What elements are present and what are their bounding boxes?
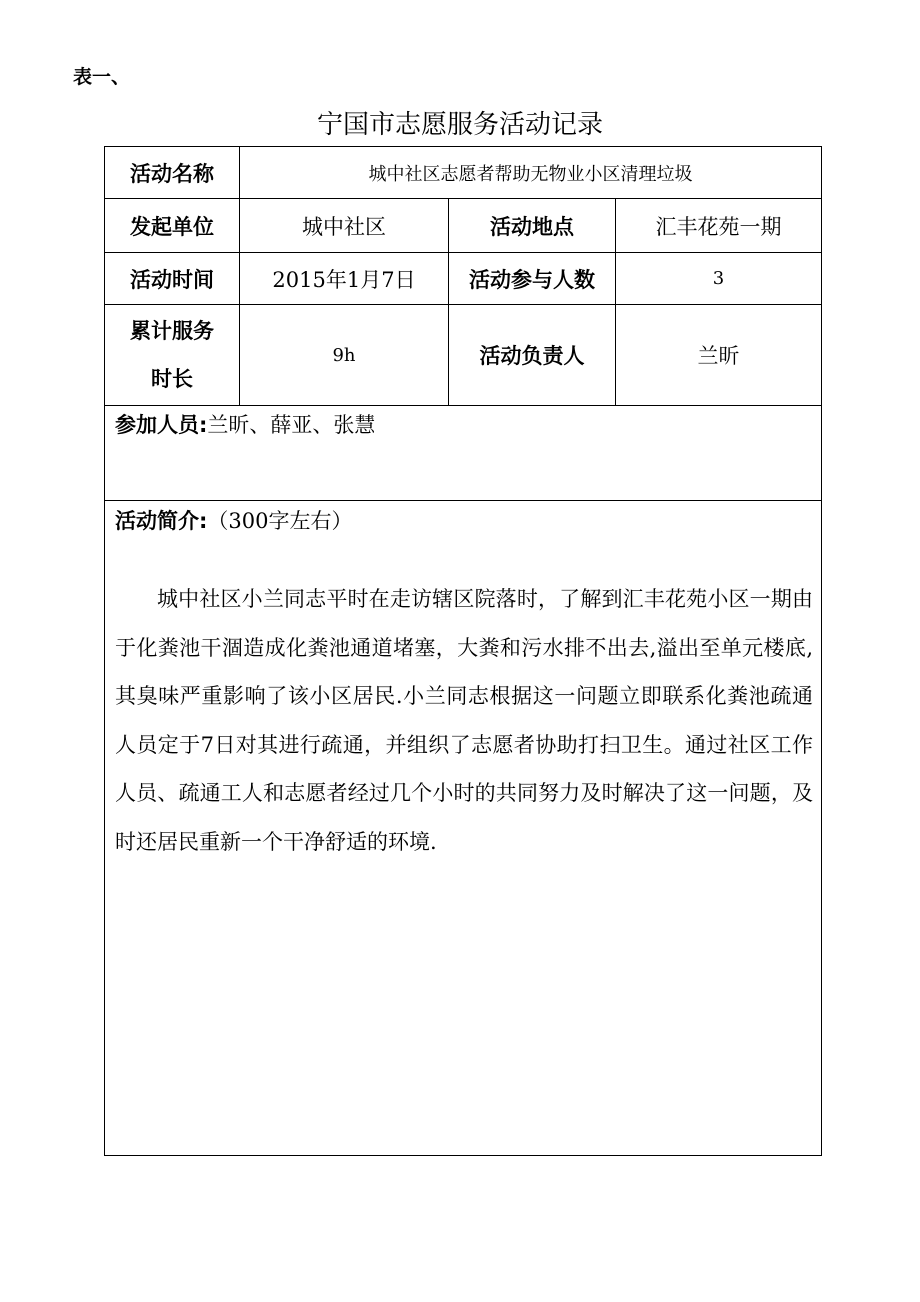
service-hours-label-line1: 累计服务 [130, 319, 214, 343]
service-hours-label [105, 305, 239, 405]
leader-value: 兰昕 [697, 344, 740, 368]
location-label: 活动地点 [490, 214, 574, 239]
time-label: 活动时间 [130, 267, 214, 292]
intro-label: 活动简介: [115, 509, 208, 533]
row-divider [105, 500, 821, 501]
activity-name-value: 城中社区志愿者帮助无物业小区清理垃圾 [368, 163, 693, 185]
row-divider [105, 405, 821, 406]
table-label: 表一、 [73, 66, 131, 88]
page-title: 宁国市志愿服务活动记录 [316, 110, 603, 140]
time-value: 2015年1月7日 [272, 267, 416, 292]
intro-hint: （300字左右） [207, 509, 353, 533]
organizer-value: 城中社区 [302, 214, 386, 239]
participant-count-value: 3 [712, 268, 725, 289]
activity-record-form [104, 146, 822, 1156]
intro-text: 城中社区小兰同志平时在走访辖区院落时，了解到汇丰花苑小区一期由于化粪池干涸造成化粪池通道堵塞，大粪和污水排不出去,溢出至单元楼底,其臭味严重影响了该小区居民.小兰同志根据这一问题立即联系化粪池疏通人员定于7日对其进行疏通，并组织了志愿者协助打扫卫生。通过社区工作人员、疏通工人和志愿者经过几个小时的共同努力及时解决了这一问题，及时还居民重新一个干净舒适的环境. [115, 587, 813, 854]
service-hours-value: 9h [332, 344, 356, 366]
intro-heading [115, 505, 353, 535]
location-value: 汇丰花苑一期 [655, 214, 782, 239]
service-hours-label-line2: 时长 [151, 367, 193, 391]
activity-name-label: 活动名称 [130, 161, 214, 186]
participants-label: 参加人员: [115, 413, 208, 437]
leader-label: 活动负责人 [479, 344, 585, 368]
organizer-label: 发起单位 [130, 214, 214, 239]
participants-value: 兰昕、薛亚、张慧 [207, 413, 376, 437]
participant-count-label: 活动参与人数 [469, 267, 595, 292]
participants-row [115, 409, 375, 439]
